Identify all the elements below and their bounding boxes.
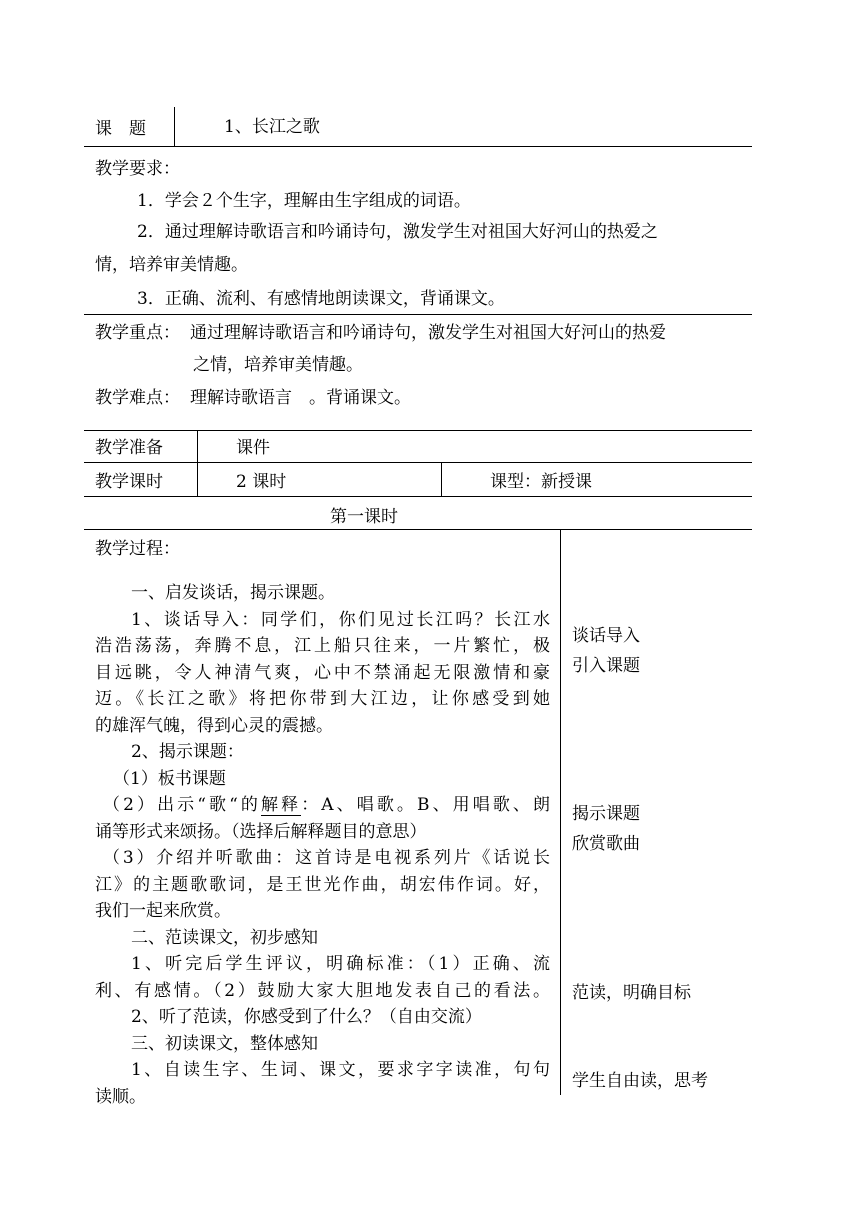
- process-line: 诵等形式来颂扬。（选择后解释题目的意思）: [95, 821, 427, 842]
- requirements-bottom-rule: [84, 314, 752, 315]
- requirement-item-2: 2．通过理解诗歌语言和吟诵诗句，激发学生对祖国大好河山的热爱之: [137, 222, 658, 242]
- process-line-part: （2）出示“歌“的: [103, 795, 261, 815]
- period-bottom-rule: [84, 529, 752, 530]
- difficulty-value: 理解诗歌语言 。背诵课文。: [190, 388, 411, 408]
- prep-bottom-rule: [84, 462, 752, 463]
- topic-value: 1、长江之歌: [224, 117, 320, 137]
- hours-label: 教学课时: [95, 472, 163, 492]
- note-enjoy-song: 欣赏歌曲: [572, 834, 640, 854]
- topic-divider: [174, 107, 175, 147]
- key-point-line-1: 通过理解诗歌语言和吟诵诗句，激发学生对祖国大好河山的热爱: [190, 323, 666, 343]
- requirement-item-1: 1．学会２个生字，理解由生字组成的词语。: [137, 191, 471, 211]
- process-title: 教学过程：: [95, 539, 180, 559]
- process-line: 1、谈话导入：同学们，你们见过长江吗？长江水: [131, 609, 550, 630]
- process-line: 读顺。: [95, 1086, 146, 1107]
- key-point-line-2: 之情，培养审美情趣。: [193, 355, 363, 375]
- process-line: 我们一起来欣赏。: [95, 901, 231, 921]
- hours-bottom-rule: [84, 496, 752, 497]
- process-line: 2、揭示课题：: [131, 742, 244, 762]
- requirement-item-2-cont: 情，培养审美情趣。: [95, 255, 248, 275]
- lesson-type: 课型：新授课: [490, 472, 592, 492]
- requirement-item-3: 3．正确、流利、有感情地朗读课文，背诵课文。: [137, 289, 505, 309]
- process-line: （1）板书课题: [113, 768, 226, 789]
- process-line: 一、启发谈话，揭示课题。: [131, 583, 335, 603]
- explanation-underlined: 解释: [261, 795, 302, 815]
- prep-label: 教学准备: [95, 438, 163, 458]
- process-body: [95, 580, 550, 1110]
- key-point-label: 教学重点：: [95, 323, 180, 343]
- process-line: 浩浩荡荡，奔腾不息，江上船只往来，一片繁忙，极: [95, 636, 550, 656]
- note-model-reading: 范读，明确目标: [572, 983, 691, 1003]
- requirements-title: 教学要求：: [95, 159, 180, 179]
- process-line: 二、范读课文，初步感知: [131, 927, 318, 948]
- hours-value: 2 课时: [236, 472, 287, 492]
- prep-value: 课件: [236, 438, 270, 458]
- process-line: 三、初读课文，整体感知: [131, 1033, 318, 1054]
- hours-type-divider: [441, 462, 442, 496]
- process-line: （3）介绍并听歌曲：这首诗是电视系列片《话说长: [103, 848, 550, 868]
- process-line: [95, 792, 550, 819]
- period-title: 第一课时: [330, 507, 398, 527]
- process-line: 江》的主题歌歌词，是王世光作曲，胡宏伟作词。好，: [95, 874, 550, 895]
- prep-divider: [197, 430, 198, 496]
- process-line: 1、自读生字、生词、课文，要求字字读准，句句: [131, 1060, 550, 1080]
- process-line-part: ：A、唱歌。B、用唱歌、朗: [301, 795, 551, 815]
- note-talk-intro: 谈话导入: [572, 626, 640, 646]
- topic-bottom-rule: [84, 146, 752, 147]
- process-line: 1、听完后学生评议，明确标准：（1）正确、流: [131, 954, 550, 974]
- prep-top-rule: [84, 430, 752, 431]
- difficulty-label: 教学难点：: [95, 388, 180, 408]
- note-lead-topic: 引入课题: [572, 656, 640, 676]
- process-line: 目远眺，令人神清气爽，心中不禁涌起无限激情和豪: [95, 662, 550, 683]
- process-line: 利、有感情。（2）鼓励大家大胆地发表自己的看法。: [95, 980, 550, 1001]
- process-line: 的雄浑气魄，得到心灵的震撼。: [95, 715, 333, 736]
- note-free-reading: 学生自由读，思考: [572, 1071, 708, 1091]
- process-line: 迈。《长江之歌》将把你带到大江边，让你感受到她: [95, 689, 550, 709]
- process-line: 2、听了范读，你感受到了什么？（自由交流）: [131, 1007, 482, 1027]
- note-reveal-topic: 揭示课题: [572, 804, 640, 824]
- topic-label: 课 题: [95, 119, 146, 139]
- process-notes-divider: [560, 529, 561, 1095]
